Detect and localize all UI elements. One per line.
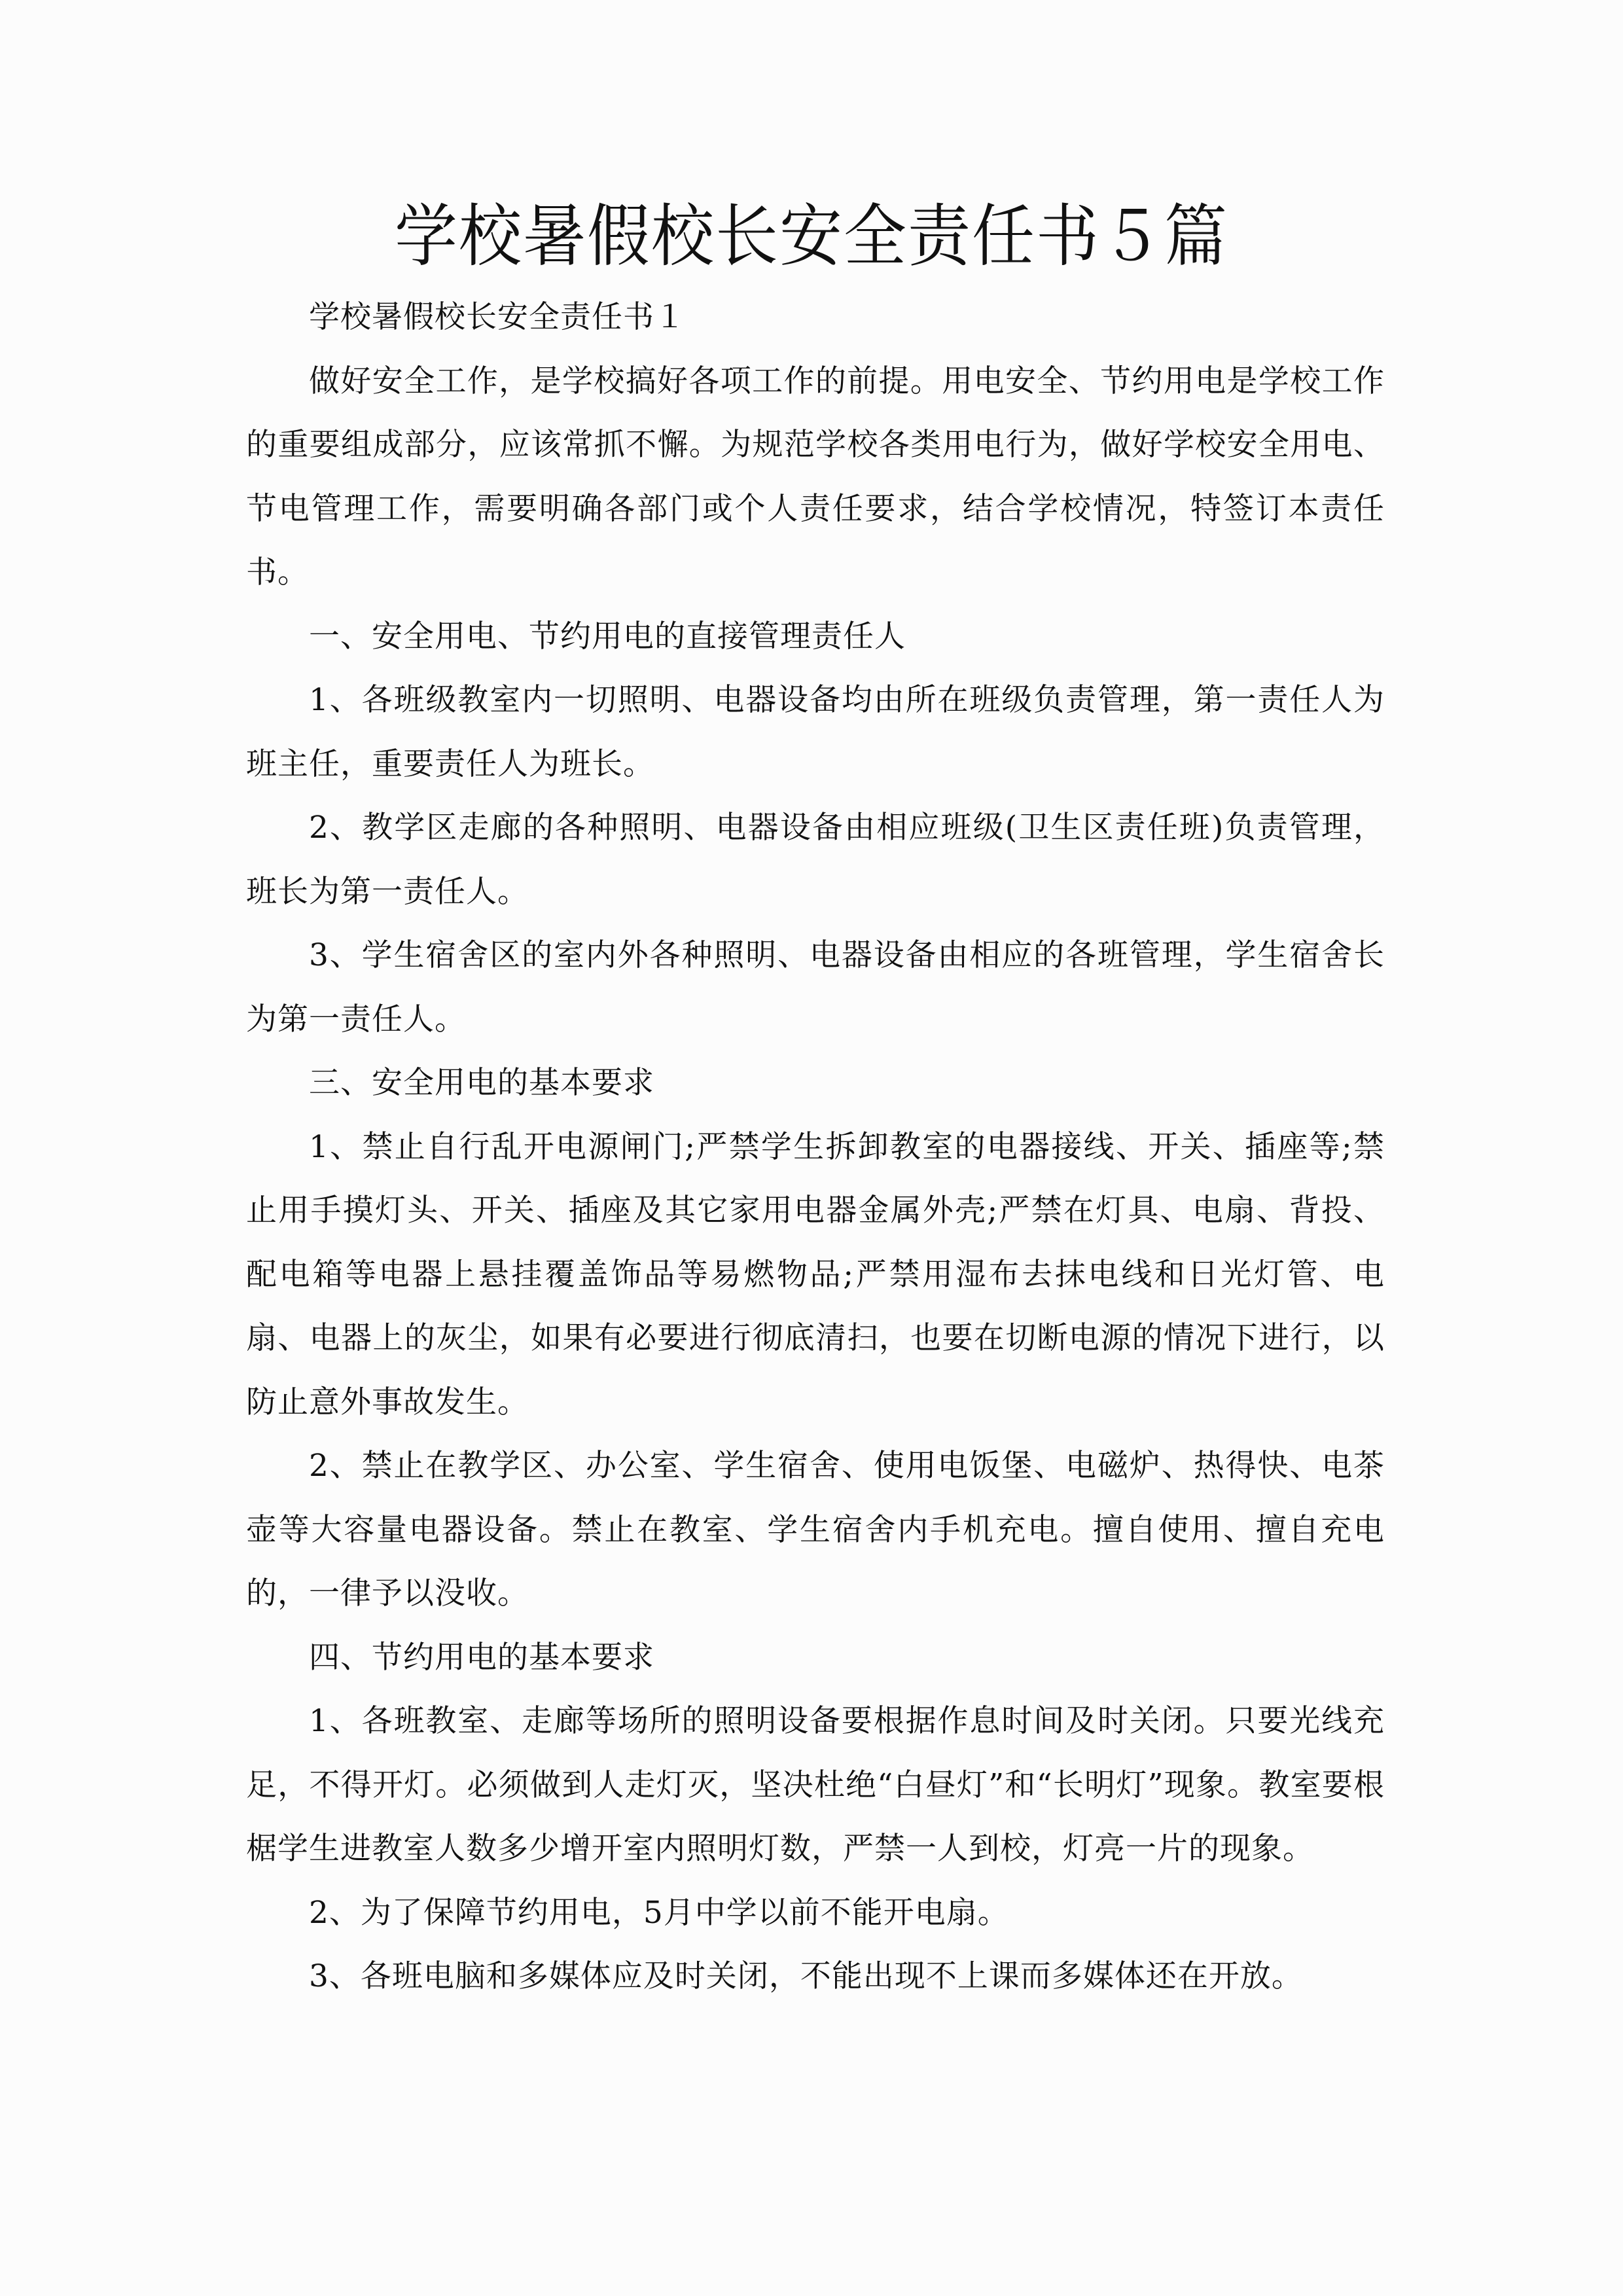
document-subtitle: 学校暑假校长安全责任书１	[309, 299, 686, 335]
section-3-item-2: 2、禁止在教学区、办公室、学生宿舍、使用电饭堡、电磁炉、热得快、电茶壶等大容量电器设备。禁止在教室、学生宿舍内手机充电。擅自使用、擅自充电的，一律予以没收。	[246, 1448, 1385, 1611]
document-title: 学校暑假校长安全责任书５篇	[395, 196, 1228, 276]
section-1-item-1: 1、各班级教室内一切照明、电器设备均由所在班级负责管理，第一责任人为班主任，重要责任人为班长。	[246, 682, 1385, 782]
section-heading-responsible-persons: 一、安全用电、节约用电的直接管理责任人	[309, 618, 906, 655]
document-body	[246, 285, 1385, 2009]
section-heading-saving-requirements: 四、节约用电的基本要求	[309, 1639, 654, 1676]
section-heading-safety-requirements: 三、安全用电的基本要求	[309, 1065, 654, 1101]
intro-paragraph: 做好安全工作，是学校搞好各项工作的前提。用电安全、节约用电是学校工作的重要组成部分，应该常抓不懈。为规范学校各类用电行为，做好学校安全用电、节电管理工作，需要明确各部门或个人责任要求，结合学校情况，特签订本责任书。	[246, 363, 1385, 590]
section-3-item-1: 1、禁止自行乱开电源闸门;严禁学生拆卸教室的电器接线、开关、插座等;禁止用手摸灯头、开关、插座及其它家用电器金属外壳;严禁在灯具、电扇、背投、配电箱等电器上悬挂覆盖饰品等易燃物品;严禁用湿布去抹电线和日光灯管、电扇、电器上的灰尘，如果有必要进行彻底清扫，也要在切断电源的情况下进行，以防止意外事故发生。	[246, 1128, 1385, 1420]
section-4-item-2: 2、为了保障节约用电，5月中学以前不能开电扇。	[309, 1894, 1009, 1931]
section-4-item-1: 1、各班教室、走廊等场所的照明设备要根据作息时间及时关闭。只要光线充足，不得开灯。必须做到人走灯灭，坚决杜绝“白昼灯”和“长明灯”现象。教室要根椐学生进教室人数多少增开室内照明灯数，严禁一人到校，灯亮一片的现象。	[246, 1703, 1385, 1867]
section-1-item-3: 3、学生宿舍区的室内外各种照明、电器设备由相应的各班管理，学生宿舍长为第一责任人。	[246, 937, 1385, 1037]
section-1-item-2: 2、教学区走廊的各种照明、电器设备由相应班级(卫生区责任班)负责管理，班长为第一责任人。	[246, 810, 1385, 910]
section-4-item-3: 3、各班电脑和多媒体应及时关闭，不能出现不上课而多媒体还在开放。	[309, 1958, 1303, 1994]
